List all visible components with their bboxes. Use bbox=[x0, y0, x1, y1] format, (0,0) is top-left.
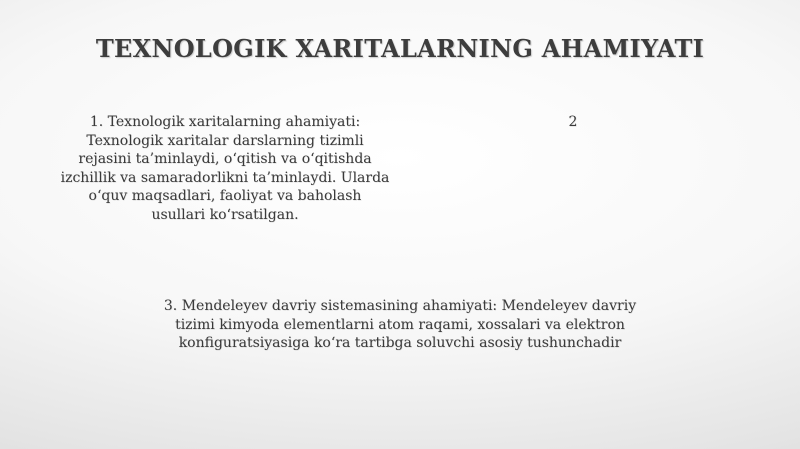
text-block-point-3: 3. Mendeleyev davriy sistemasining ahamiyati: Mendeleyev davriy tizimi kimyoda elementlarni atom raqami, xossalari va elektron konfiguratsiyasiga ko‘ra tartibga soluvchi asosiy tushunchadir bbox=[163, 298, 637, 351]
text-block-point-2: 2 bbox=[568, 114, 578, 130]
slide-title: TEXNOLOGIK XARITALARNING AHAMIYATI bbox=[95, 34, 705, 63]
text-block-point-1: 1. Texnologik xaritalarning ahamiyati: Texnologik xaritalar darslarning tizimli rejasini ta’minlaydi, o‘qitish va o‘qitishda izchillik va samaradorlikni ta’minlaydi. Ularda o‘quv maqsadlari, faoliyat va baholash usullari ko‘rsatilgan. bbox=[60, 114, 390, 223]
